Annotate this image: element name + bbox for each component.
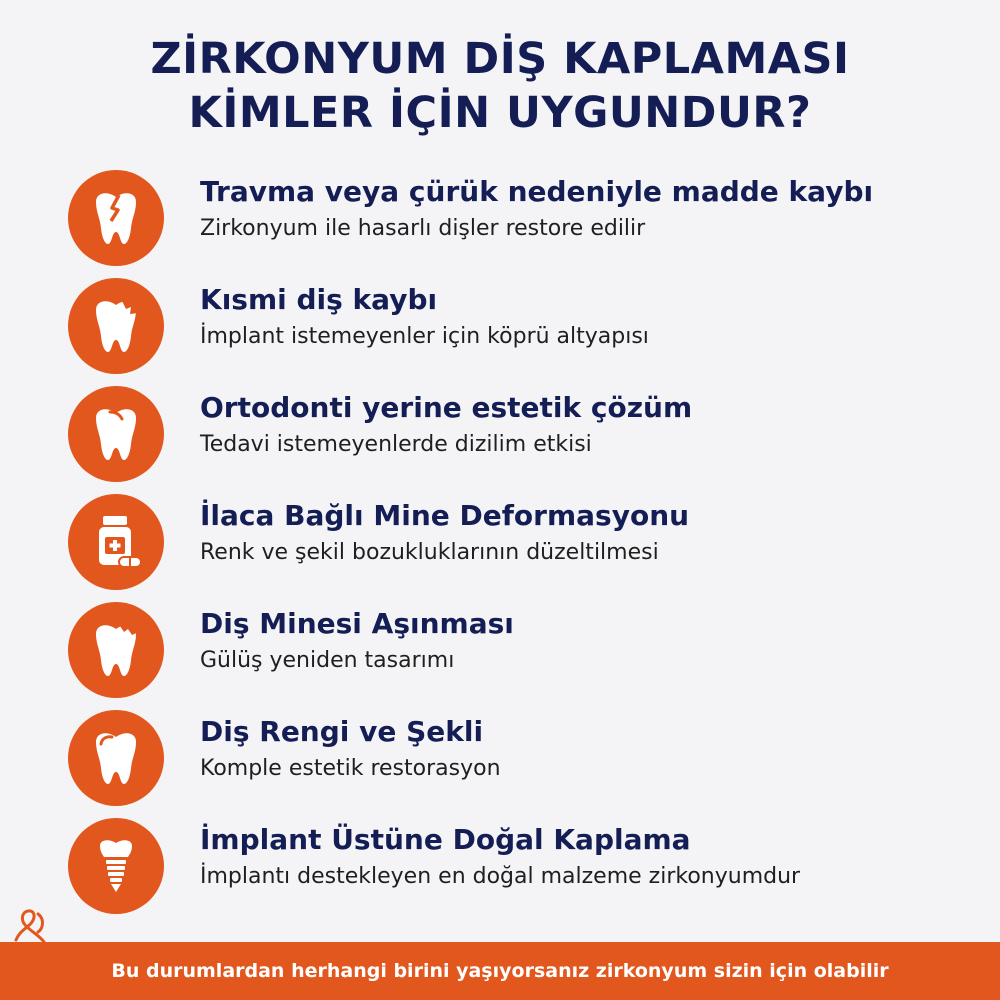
list-item-7 (0, 818, 1000, 918)
page-title-line-2: KİMLER İÇİN UYGUNDUR? (188, 88, 812, 138)
item-subtitle: Gülüş yeniden tasarımı (200, 648, 455, 673)
page-title-line-1: ZİRKONYUM DİŞ KAPLAMASI (150, 34, 850, 84)
dental-implant-icon (68, 818, 164, 914)
item-title: Kısmi diş kaybı (200, 283, 438, 316)
list-item-3 (0, 386, 1000, 486)
tooth-icon (68, 710, 164, 806)
item-title: Diş Rengi ve Şekli (200, 715, 484, 748)
list-item-2 (0, 278, 1000, 378)
list-item-5 (0, 602, 1000, 702)
item-subtitle: Zirkonyum ile hasarlı dişler restore edilir (200, 216, 646, 241)
item-title: İmplant Üstüne Doğal Kaplama (200, 823, 691, 856)
list-item-1 (0, 170, 1000, 270)
tooth-icon (68, 386, 164, 482)
list-item-4 (0, 494, 1000, 594)
item-subtitle: İmplant istemeyenler için köprü altyapısı (200, 324, 649, 349)
item-title: İlaca Bağlı Mine Deformasyonu (200, 499, 690, 532)
item-subtitle: İmplantı destekleyen en doğal malzeme zirkonyumdur (200, 864, 801, 889)
item-title: Ortodonti yerine estetik çözüm (200, 391, 693, 424)
item-title: Diş Minesi Aşınması (200, 607, 514, 640)
medicine-bottle-icon (68, 494, 164, 590)
chipped-tooth-icon (68, 602, 164, 698)
item-subtitle: Komple estetik restorasyon (200, 756, 501, 781)
item-subtitle: Renk ve şekil bozukluklarının düzeltilmesi (200, 540, 659, 565)
page-title (0, 32, 1000, 140)
item-title: Travma veya çürük nedeniyle madde kaybı (200, 175, 874, 208)
cracked-tooth-icon (68, 170, 164, 266)
chipped-tooth-icon (68, 278, 164, 374)
item-subtitle: Tedavi istemeyenlerde dizilim etkisi (200, 432, 592, 457)
footer-text: Bu durumlardan herhangi birini yaşıyorsanız zirkonyum sizin için olabilir (111, 960, 889, 982)
footer-banner (0, 942, 1000, 1000)
brand-logo-icon (10, 906, 50, 946)
list-item-6 (0, 710, 1000, 810)
